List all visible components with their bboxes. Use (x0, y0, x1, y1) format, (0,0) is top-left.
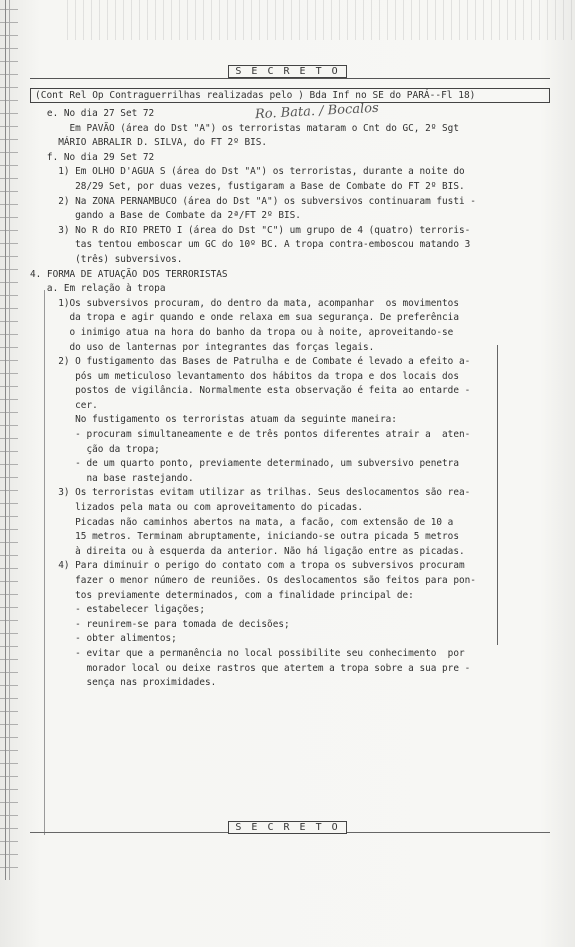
text-line: morador local ou deixe rastros que atertem a tropa sobre a sua pre - (30, 662, 471, 674)
text-line: - estabelecer ligações; (30, 604, 205, 616)
text-line: postos de vigilância. Normalmente esta observação é feita ao entarde - (30, 385, 471, 397)
text-line: - evitar que a permanência no local possibilite seu conhecimento por (30, 647, 465, 659)
text-line: da tropa e agir quando e onde relaxa em sua segurança. De preferência (30, 312, 459, 324)
text-line: - reunirem-se para tomada de decisões; (30, 618, 290, 630)
text-line: cer. (30, 399, 98, 411)
text-line: na base rastejando. (30, 472, 194, 484)
text-line: Picadas não caminhos abertos na mata, a facão, com extensão de 10 a (30, 516, 454, 528)
text-line: tas tentou emboscar um GC do 10º BC. A tropa contra-emboscou matando 3 (30, 239, 471, 251)
handwritten-signature: Ro. Bata. / Bocalos (254, 100, 380, 123)
text-line: tos previamente determinados, com a finalidade principal de: (30, 589, 414, 601)
classification-footer-label: S E C R E T O (228, 821, 346, 834)
binding-edge (5, 0, 10, 880)
text-line: o inimigo atua na hora do banho da tropa ou à noite, aproveitando-se (30, 326, 454, 338)
scan-noise-top (60, 0, 575, 40)
text-line: pós um meticuloso levantamento dos hábitos da tropa e dos locais dos (30, 370, 459, 382)
text-line: 3) No R do RIO PRETO I (área do Dst "C") um grupo de 4 (quatro) terroris- (30, 224, 471, 236)
text-line: fazer o menor número de reuniões. Os deslocamentos são feitos para pon- (30, 575, 476, 586)
text-line: MÁRIO ABRALIR D. SILVA, do FT 2º BIS. (30, 137, 268, 149)
text-line: sença nas proximidades. (30, 677, 217, 689)
text-line: No fustigamento os terroristas atuam da seguinte maneira: (30, 414, 397, 426)
text-line: f. No dia 29 Set 72 (30, 151, 155, 163)
text-line: 3) Os terroristas evitam utilizar as trilhas. Seus deslocamentos são rea- (30, 487, 471, 499)
text-line: 2) Na ZONA PERNAMBUCO (área do Dst "A") os subversivos continuaram fusti - (30, 195, 476, 207)
text-line: 28/29 Set, por duas vezes, fustigaram a Base de Combate do FT 2º BIS. (30, 180, 465, 192)
running-head (30, 88, 550, 103)
text-line: ção da tropa; (30, 443, 160, 455)
classification-bottom (0, 822, 575, 833)
text-line: - procuram simultaneamente e de três pontos diferentes atrair a aten- (30, 429, 471, 441)
text-line: a. Em relação à tropa (30, 283, 166, 295)
text-line: 4. FORMA DE ATUAÇÃO DOS TERRORISTAS (30, 268, 228, 280)
text-line: 2) O fustigamento das Bases de Patrulha e de Combate é levado a efeito a- (30, 356, 471, 368)
running-head-text: (Cont Rel Op Contraguerrilhas realizadas pelo ) Bda Inf no SE do PARÁ--Fl 18) (30, 88, 550, 103)
text-line: 4) Para diminuir o perigo do contato com a tropa os subversivos procuram (30, 560, 465, 572)
text-line: gando a Base de Combate da 2ª/FT 2º BIS. (30, 210, 301, 222)
text-line: 1) Em OLHO D'AGUA S (área do Dst "A") os terroristas, durante a noite do (30, 166, 465, 178)
text-line: lizados pela mata ou com aproveitamento do picadas. (30, 502, 364, 514)
text-line: do uso de lanternas por integrantes das forças legais. (30, 341, 375, 353)
text-line: à direita ou à esquerda da anterior. Não há ligação entre as picadas. (30, 545, 465, 557)
classification-label: S E C R E T O (228, 65, 346, 78)
text-line: (três) subversivos. (30, 253, 183, 265)
text-line: Em PAVÃO (área do Dst "A") os terroristas mataram o Cnt do GC, 2º Sgt (30, 122, 459, 134)
text-line: e. No dia 27 Set 72 (30, 108, 155, 119)
document-body (30, 107, 550, 691)
margin-line-left (44, 290, 45, 835)
margin-line (497, 345, 498, 645)
header-rule (30, 78, 550, 79)
text-line: 1)Os subversivos procuram, do dentro da mata, acompanhar os movimentos (30, 297, 459, 309)
classification-top (0, 66, 575, 77)
text-line: 15 metros. Terminam abruptamente, iniciando-se outra picada 5 metros (30, 531, 459, 543)
text-line: - obter alimentos; (30, 633, 177, 645)
text-line: - de um quarto ponto, previamente determinado, um subversivo penetra (30, 458, 459, 470)
